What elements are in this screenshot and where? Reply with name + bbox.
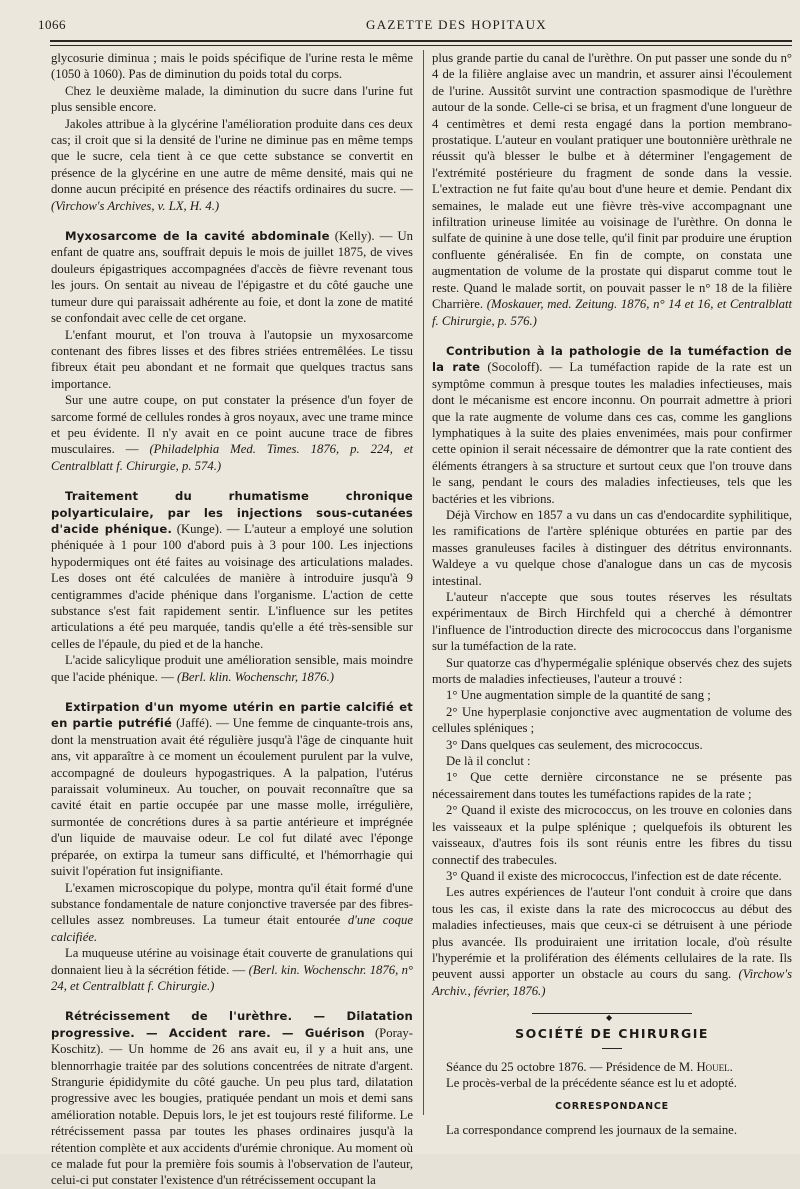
article-glycosurie-continued bbox=[51, 50, 413, 214]
article-rate bbox=[432, 343, 792, 999]
paragraph: Chez le deuxième malade, la diminution du sucre dans l'urine fut plus sensible encore. bbox=[51, 83, 413, 115]
paragraph bbox=[432, 343, 792, 507]
correspondance-text: La correspondance comprend les journaux de la semaine. bbox=[446, 1122, 737, 1137]
society-heading: SOCIÉTÉ DE CHIRURGIE bbox=[515, 1026, 709, 1042]
paragraph-text: (Poray-Koschitz). — Un homme de 26 ans avait eu, il y a huit ans, une blennorrhagie traitée par des solutions concentrées de nitrate d'argent. Strangurie épididymite du côté gauche. Un peu plus tard, dilatation progressive avec les bougies, pratiquée pendant un mois et demi sans amélioration notable. Depuis lors, le jet est toujours resté filiforme. Le rétrécissement passa par toutes les phases ordinaires jusqu'à la rétention complète et aux accidents d'urémie chronique. Au moment où ce malade fut pour la première fois soumis à l'observation de l'auteur, celui-ci put constater l'existence d'un rétrécissement occupant la bbox=[51, 1025, 414, 1188]
journal-title: GAZETTE DES HOPITAUX bbox=[366, 17, 547, 32]
right-column bbox=[432, 50, 792, 1138]
session-text: Séance du 25 octobre 1876. — Présidence de M. bbox=[446, 1059, 694, 1074]
list-item: 3° Quand il existe des micrococcus, l'infection est de date récente. bbox=[446, 868, 782, 883]
president-name: Houel. bbox=[696, 1059, 733, 1074]
left-column bbox=[51, 50, 413, 1189]
paragraph: L'enfant mourut, et l'on trouva à l'autopsie un myxosarcome contenant des fibres lisses et des fibres striées entremêlées. Le tissu fibreux était peu abondant et ne formait que quelques tractus sans importance. bbox=[51, 327, 413, 391]
paragraph: Déjà Virchow en 1857 a vu dans un cas d'endocardite syphilitique, les ramifications de l'artère splénique obturées en partie par des masses granuleuses faciles à distinguer des détritus environnants. Waldeye a vu quelque chose d'analogue dans un cas de mycosis intestinal. bbox=[432, 507, 792, 588]
paragraph-text: Sur une autre coupe, on put constater la présence d'un foyer de sarcome formé de cellules rondes à gros noyaux, avec une trame mince et peu évidente. Il n'y avait en ce point aucune trace de fibres musculaires. — bbox=[51, 393, 413, 457]
article-title: Extirpation d'un myome utérin en partie calcifié et en partie putréfié bbox=[51, 700, 413, 731]
citation: (Philadelphia Med. Times. 1876, p. 224, et Centralblatt f. Chirurgie, p. 574.) bbox=[51, 442, 413, 473]
italic-phrase: d'une coque calcifiée. bbox=[51, 913, 414, 944]
paragraph: L'auteur n'accepte que sous toutes réserves les résultats expérimentaux de Birch Hirchfeld qui a cherché à démontrer l'influence de l'introduction directe des micrococcus dans l'organisme sur la tuméfaction de la rate. bbox=[432, 590, 792, 654]
header-rule-thin bbox=[50, 45, 792, 46]
paragraph bbox=[51, 116, 413, 214]
list-item: 2° Quand il existe des micrococcus, on les trouve en colonies dans les vaisseaux et la pulpe splénique ; quelquefois ils obturent les vaisseaux, d'autres fois ils sont réunis entre les fibres du tissu connectif des trabecules. bbox=[432, 803, 792, 867]
paragraph-text: La muqueuse utérine au voisinage était couverte de granulations qui donnaient lieu à la sécrétion fétide. — bbox=[51, 946, 413, 977]
article-rhumatisme bbox=[51, 488, 413, 685]
paragraph bbox=[51, 392, 413, 474]
correspondance-heading: CORRESPONDANCE bbox=[555, 1101, 669, 1113]
paragraph bbox=[51, 945, 413, 994]
citation: (Virchow's Archiv., février, 1876.) bbox=[432, 967, 793, 998]
citation: (Virchow's Archives, v. LX, H. 4.) bbox=[51, 198, 220, 213]
paragraph bbox=[51, 880, 413, 946]
article-myxosarcome bbox=[51, 228, 413, 474]
citation: (Berl. klin. Wochenschr, 1876.) bbox=[176, 669, 334, 684]
paragraph bbox=[432, 884, 792, 999]
paragraph bbox=[51, 699, 413, 879]
list-item: 3° Dans quelques cas seulement, des micrococcus. bbox=[446, 737, 703, 752]
citation: (Berl. kin. Wochenschr. 1876, n° 24, et Centralblatt f. Chirurgie.) bbox=[51, 962, 413, 993]
page-number: 1066 bbox=[38, 17, 66, 32]
findings-list bbox=[432, 687, 792, 884]
paragraph-text: (Jaffé). — Une femme de cinquante-trois ans, dont la menstruation avait été régulière jusqu'à l'âge de cinquante huit ans, vit apparaître à ce moment un écoulement purulent par la vulve, accompagné de douleurs hypogastriques. A la palpation, l'utérus paraissait volumineux. Au toucher, on pouvait reconnaître que sa cavité était en partie occupée par une masse molle, irrégulière, surmontée de concrétions dures à sa partie antérieure et imprégnée d'un liquide de mauvaise odeur. Le col fut dilaté avec l'éponge préparée, on extirpa la tumeur sans difficulté, et l'hémorrhagie qui suivit l'opération fut insignifiante. bbox=[51, 716, 413, 879]
list-item: 1° Une augmentation simple de la quantité de sang ; bbox=[446, 688, 711, 703]
article-title: Traitement du rhumatisme chronique polyarticulaire, par les injections sous-cutanées d'acide phénique. bbox=[51, 489, 413, 536]
header-rule bbox=[50, 40, 792, 42]
list-item: 2° Une hyperplasie conjonctive avec augmentation de volume des cellules spléniques ; bbox=[432, 704, 792, 736]
column-divider bbox=[423, 50, 424, 1115]
article-retrecissement bbox=[51, 1008, 413, 1188]
paragraph: glycosurie diminua ; mais le poids spécifique de l'urine resta le même (1050 à 1060). Pas de diminution du poids total du corps. bbox=[51, 51, 413, 82]
paragraph-text: Les autres expériences de l'auteur l'ont conduit à croire que dans tous les cas, il existe dans la rate des micrococcus au début des maladies infectieuses, mais que ceux-ci se détruisent à une période plus avancée. Ils produiraient une irritation locale, d'où résulte l'hyperémie et la prolifération des éléments cellulaires de la rate. Ils peuvent aussi apporter un obstacle au cours du sang. bbox=[432, 885, 792, 982]
paragraph bbox=[432, 50, 792, 329]
page-header bbox=[30, 14, 790, 36]
separator-ornament: ◆ bbox=[606, 1013, 613, 1023]
paragraph-text: Jakoles attribue à la glycérine l'amélioration produite dans ces deux cas; il croit que si la densité de l'urine ne diminue pas en même temps que le sucre, cela tient à ce que cette substance se convertit en présence de la glycérine en une autre de même densité, mais qui ne donne aucun précipité en présence des réactifs ordinaires du sucre. — bbox=[51, 116, 413, 197]
paragraph-text: (Socoloff). — La tuméfaction rapide de la rate est un symptôme commun à presque toutes les maladies infectieuses, mais dont le mécanisme est encore inconnu. On pourrait admettre à priori que la rate augmente de volume dans ces cas, comme les ganglions lymphatiques à la suite des plaies envenimées, mais pour confirmer cette opinion il serait nécessaire de démontrer que la rate contient des éléments étrangers à sa structure et surtout ceux que l'on trouve dans le sang, pendant le cours des maladies infectieuses, tels que les bactéries et les vibrions. bbox=[432, 360, 793, 506]
minutes-line: Le procès-verbal de la précédente séance est lu et adopté. bbox=[446, 1075, 737, 1090]
paragraph bbox=[51, 228, 413, 326]
paragraph-text: L'examen microscopique du polype, montra qu'il était formé d'une substance fondamentale de nature conjonctive traversée par des fibres-cellules assez nombreuses. La tumeur était entourée bbox=[51, 880, 413, 928]
paragraph-text: (Kelly). — Un enfant de quatre ans, souffrait depuis le mois de juillet 1875, de vives douleurs épigastriques accompagnées d'accès de fièvre revenant tous les jours. On sentait au niveau de l'épigastre et du côté gauche une tumeur dure qui paraissait adhérente au foie, et dont la zone de matité se confondait avec celle de cet organe. bbox=[51, 229, 414, 326]
article-title: Rétrécissement de l'urèthre. — Dilatation progressive. — Accident rare. — Guérison bbox=[51, 1009, 413, 1040]
article-title: Myxosarcome de la cavité abdominale bbox=[65, 229, 330, 244]
session-line bbox=[432, 1059, 792, 1075]
paragraph-text: (Kunge). — L'auteur a employé une solution phéniquée à 1 pour 100 d'abord puis à 3 pour 100. Les injections hypodermiques ont été faites au voisinage des articulations malades. Les doses ont été calculées de manière à introduire jusqu'à 9 centigrammes d'acide phénique dans l'organisme. L'action de cette substance s'est fait rapidement sentir. L'influence sur les petites articulations a été peu marquée, tandis qu'elle a été très-sensible sur celles de l'épaule, du pied et de la hanche. bbox=[51, 521, 413, 651]
citation: (Moskauer, med. Zeitung. 1876, n° 14 et 16, et Centralblatt f. Chirurgie, p. 576.) bbox=[432, 297, 792, 328]
paragraph bbox=[51, 652, 413, 685]
article-title: Contribution à la pathologie de la tuméfaction de la rate bbox=[432, 343, 792, 375]
article-myome bbox=[51, 699, 413, 994]
list-item: De là il conclut : bbox=[446, 754, 531, 769]
paragraph bbox=[51, 1008, 413, 1188]
section-separator bbox=[532, 1013, 692, 1023]
paragraph: Sur quatorze cas d'hypermégalie splénique observés chez des sujets morts de maladies infectieuses, l'auteur a trouvé : bbox=[432, 655, 792, 687]
paragraph-text: plus grande partie du canal de l'urèthre. On put passer une sonde du n° 4 de la filière anglaise avec un mandrin, et assurer ainsi l'écoulement de l'urine. Aussitôt survint une contraction spasmodique de l'urèthre autour de la sonde. Celle-ci se brisa, et un fragment d'une longueur de 4 centimètres et demi resta engagé dans la portion membrano-prostatique. L'auteur en voulant pratiquer une boutonnière urèthrale ne réussit qu'à blesser le bulbe et à déterminer l'engagement de l'extrémité postérieure du fragment de sonde dans la vessie. L'extraction ne fut faite qu'au bout d'une heure et demie. Pendant dix semaines, le malade eut une fièvre très-vive accompagnant une infiltration urineuse limitée au voisinage de l'urèthre. On donna le sulfate de quinine à une dose telle, qu'il finit par produire une éruption confluente généralisée. En fin de compte, on constata une augmentation de volume de la prostate qui disparut comme tout le reste. Quand le malade sortit, on pouvait passer le n° 18 de la filière Charrière. bbox=[432, 51, 792, 312]
article-retrecissement-continued bbox=[432, 50, 792, 329]
heading-rule bbox=[602, 1048, 622, 1049]
paragraph bbox=[51, 488, 413, 652]
paragraph-text: L'acide salicylique produit une amélioration sensible, mais moindre que l'acide phénique. — bbox=[51, 653, 413, 684]
list-item: 1° Que cette dernière circonstance ne se présente pas nécessairement dans toutes les tuméfactions rapides de la rate ; bbox=[432, 770, 792, 801]
